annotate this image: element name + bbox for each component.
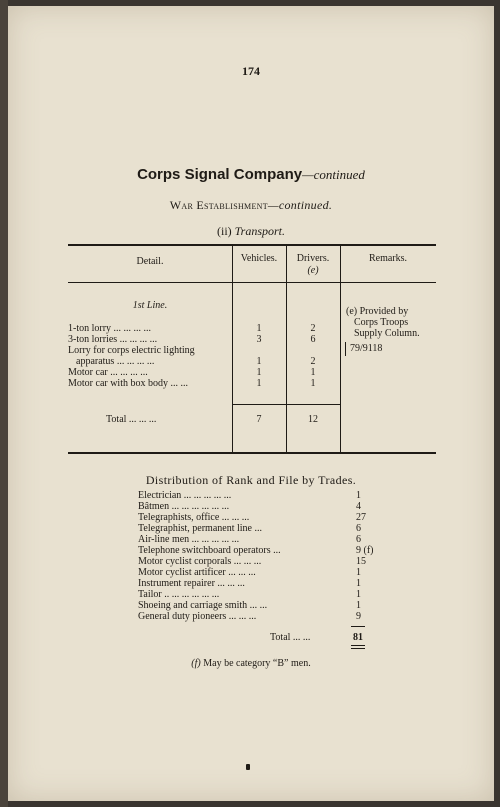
page-number: 174 bbox=[242, 64, 260, 78]
row-detail: 3-ton lorries ... ... ... ... bbox=[68, 334, 158, 345]
row-detail: Lorry for corps electric lighting bbox=[68, 345, 195, 356]
table-col-divider-3 bbox=[340, 246, 341, 452]
trade-label: Motor cyclist artificer ... ... ... bbox=[138, 567, 256, 578]
trade-count: 6 bbox=[356, 534, 361, 545]
total-label: Total ... ... ... bbox=[106, 414, 157, 425]
trade-row bbox=[138, 611, 388, 622]
trade-row bbox=[138, 501, 388, 512]
line-label: 1st Line. bbox=[132, 300, 168, 311]
subheading-suffix: —continued. bbox=[267, 198, 333, 212]
row-drivers: 2 bbox=[310, 356, 316, 367]
trade-label: Air-line men ... ... ... ... ... bbox=[138, 534, 240, 545]
trade-count: 1 bbox=[356, 567, 361, 578]
row-drivers: 1 bbox=[310, 367, 316, 378]
heading-main: Corps Signal Company bbox=[137, 166, 303, 183]
trade-count: 6 bbox=[356, 523, 361, 534]
row-detail: apparatus ... ... ... ... bbox=[76, 356, 155, 367]
document-page bbox=[8, 6, 494, 801]
trade-row bbox=[138, 490, 388, 501]
trade-label: Telephone switchboard operators ... bbox=[138, 545, 281, 556]
trade-label: Telegraphists, office ... ... ... bbox=[138, 512, 250, 523]
table-bottom-rule bbox=[68, 452, 436, 454]
section-prefix: (ii) bbox=[216, 224, 232, 238]
total-double-rule bbox=[351, 648, 365, 649]
distribution-total-label: Total ... ... bbox=[270, 632, 311, 643]
trade-count: 1 bbox=[356, 600, 361, 611]
trade-row bbox=[138, 523, 388, 534]
book-spine bbox=[0, 0, 8, 807]
trade-label: Tailor .. ... ... ... ... ... bbox=[138, 589, 220, 600]
total-double-rule bbox=[351, 645, 365, 646]
row-detail: Motor car ... ... ... ... bbox=[68, 367, 148, 378]
table-top-rule bbox=[68, 244, 436, 246]
row-vehicles: 3 bbox=[256, 334, 262, 345]
row-vehicles: 1 bbox=[256, 378, 262, 389]
trade-row bbox=[138, 589, 388, 600]
trade-row bbox=[138, 534, 388, 545]
remarks-line: Corps Troops bbox=[354, 317, 409, 328]
trade-label: Electrician ... ... ... ... ... bbox=[138, 490, 232, 501]
header-drivers: Drivers. bbox=[296, 253, 330, 264]
remarks-line: (e) Provided by bbox=[346, 306, 409, 317]
heading-suffix: —continued bbox=[302, 167, 365, 182]
footnote-marker: (f) bbox=[191, 658, 201, 669]
ink-mark bbox=[246, 764, 250, 770]
header-detail: Detail. bbox=[136, 256, 164, 267]
trade-row bbox=[138, 556, 388, 567]
trade-row bbox=[138, 567, 388, 578]
section-name: Transport. bbox=[234, 224, 286, 238]
subheading-text: War Establishment bbox=[169, 198, 268, 212]
trade-label: Instrument repairer ... ... ... bbox=[138, 578, 245, 589]
row-vehicles: 1 bbox=[256, 367, 262, 378]
trade-count: 1 bbox=[356, 578, 361, 589]
sum-rule bbox=[351, 626, 365, 627]
row-drivers: 6 bbox=[310, 334, 316, 345]
remarks-line: Supply Column. bbox=[354, 328, 420, 339]
footnote bbox=[8, 658, 494, 669]
row-drivers: 2 bbox=[310, 323, 316, 334]
page-heading bbox=[8, 166, 494, 184]
row-detail: 1-ton lorry ... ... ... ... bbox=[68, 323, 152, 334]
trade-count: 4 bbox=[356, 501, 361, 512]
trade-count: 27 bbox=[356, 512, 366, 523]
row-vehicles: 1 bbox=[256, 356, 262, 367]
header-vehicles: Vehicles. bbox=[240, 253, 278, 264]
trade-row bbox=[138, 512, 388, 523]
trade-label: General duty pioneers ... ... ... bbox=[138, 611, 257, 622]
footnote-text: May be category “B” men. bbox=[203, 658, 311, 669]
total-vehicles: 7 bbox=[256, 414, 262, 425]
trade-label: Bâtmen ... ... ... ... ... ... bbox=[138, 501, 230, 512]
trade-count: 9 (f) bbox=[356, 545, 374, 556]
row-detail: Motor car with box body ... ... bbox=[68, 378, 188, 389]
total-drivers: 12 bbox=[308, 414, 318, 425]
trade-count: 1 bbox=[356, 589, 361, 600]
trade-count: 1 bbox=[356, 490, 361, 501]
header-drivers-note: (e) bbox=[307, 265, 319, 276]
reference-bracket bbox=[345, 342, 346, 356]
trade-row bbox=[138, 600, 388, 611]
trade-row bbox=[138, 578, 388, 589]
section-title bbox=[8, 224, 494, 239]
header-remarks: Remarks. bbox=[368, 253, 408, 264]
trade-row bbox=[138, 545, 388, 556]
distribution-total: 81 bbox=[353, 632, 363, 643]
row-vehicles: 1 bbox=[256, 323, 262, 334]
trade-label: Telegraphist, permanent line ... bbox=[138, 523, 262, 534]
row-drivers: 1 bbox=[310, 378, 316, 389]
trade-count: 9 bbox=[356, 611, 361, 622]
reference-number: 79/9118 bbox=[350, 343, 383, 354]
trade-label: Shoeing and carriage smith ... ... bbox=[138, 600, 268, 611]
page-subheading bbox=[8, 198, 494, 213]
distribution-title: Distribution of Rank and File by Trades. bbox=[145, 473, 357, 487]
trade-count: 15 bbox=[356, 556, 366, 567]
table-header-rule bbox=[68, 282, 436, 283]
trade-label: Motor cyclist corporals ... ... ... bbox=[138, 556, 262, 567]
